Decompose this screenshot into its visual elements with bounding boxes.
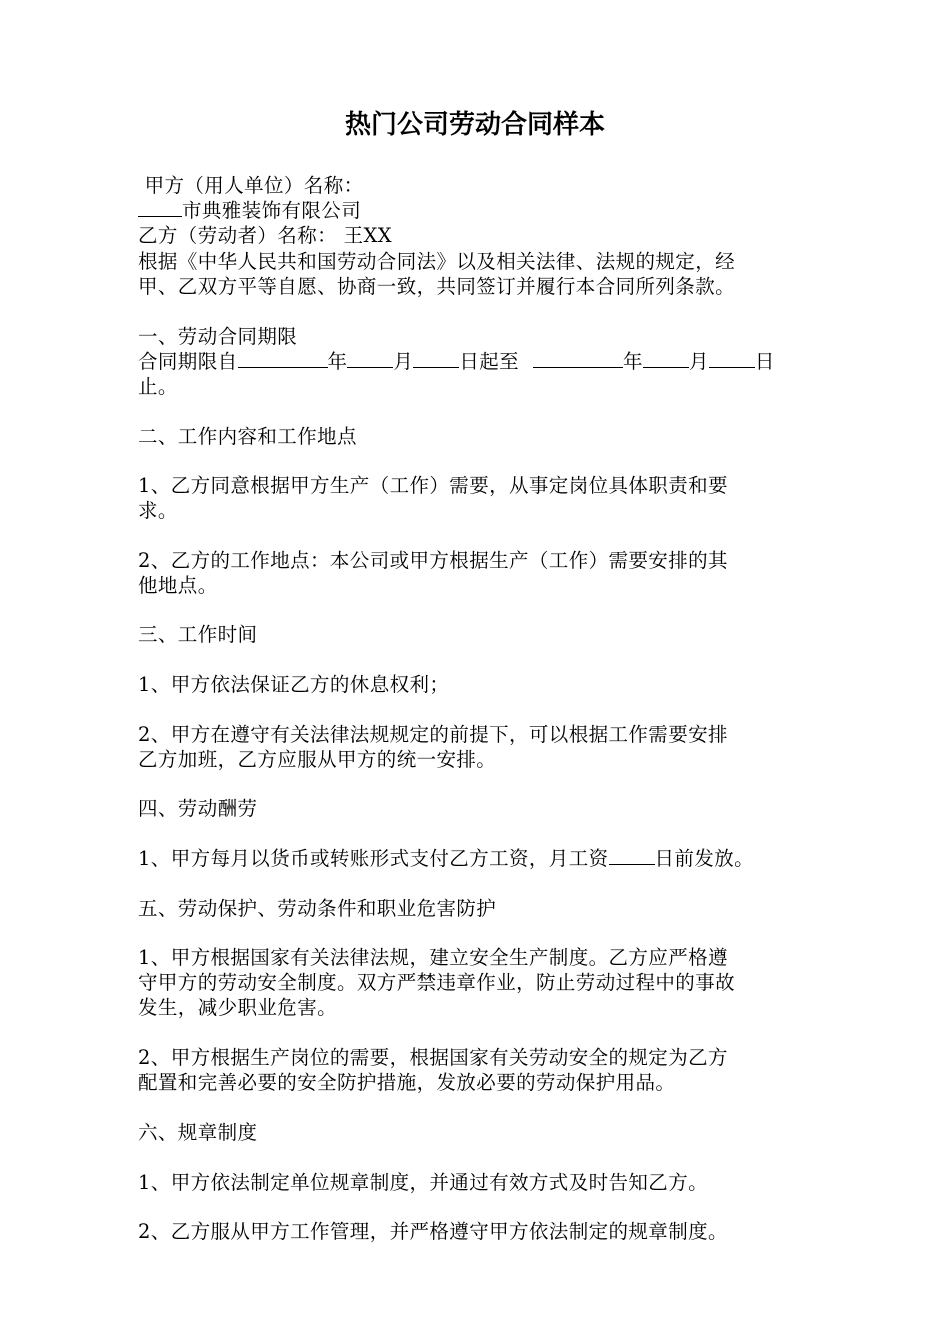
s5-p2-line-2: 配置和完善必要的安全防护措施，发放必要的劳动保护用品。 [138,1071,676,1094]
document-title: 热门公司劳动合同样本 [344,110,605,140]
blank-underline [413,350,459,368]
s2-p2-line-1: 2、乙方的工作地点：本公司或甲方根据生产（工作）需要安排的其 [138,549,728,572]
s6-p1: 1、甲方依法制定单位规章制度，并通过有效方式及时告知乙方。 [138,1171,709,1194]
party-a-name-line [138,198,818,223]
blank-underline [709,350,755,368]
intro-line-1: 根据《中华人民共和国劳动合同法》以及相关法律、法规的规定，经 [138,250,736,273]
section-4-heading: 四、劳动酬劳 [138,797,258,820]
month-label: 月 [688,350,709,373]
party-a-label: 甲方（用人单位）名称： [138,174,364,197]
term-prefix: 合同期限自 [138,350,238,373]
s4-p1-text-end: 日前发放。 [654,847,755,870]
s5-p1-line-2: 守甲方的劳动安全制度。双方严禁违章作业，防止劳动过程中的事故 [138,971,736,994]
section-3-heading: 三、工作时间 [138,623,258,646]
party-b-line: 乙方（劳动者）名称： 王XX [138,224,393,247]
year-label: 年 [623,350,643,373]
blank-underline [609,847,655,865]
s3-p2-line-2: 乙方加班，乙方应服从甲方的统一安排。 [138,748,497,771]
day-from-label: 日起至 [459,350,520,373]
intro-line-2: 甲、乙双方平等自愿、协商一致，共同签订并履行本合同所列条款。 [138,275,736,298]
s5-p2-line-1: 2、甲方根据生产岗位的需要，根据国家有关劳动安全的规定为乙方 [138,1046,728,1069]
blank-underline [138,199,182,217]
section-6-heading: 六、规章制度 [138,1121,258,1144]
blank-underline [347,350,393,368]
section-5-heading: 五、劳动保护、劳动条件和职业危害防护 [138,897,497,920]
section-1-heading: 一、劳动合同期限 [138,325,298,348]
s2-p1-line-1: 1、乙方同意根据甲方生产（工作）需要，从事定岗位具体职责和要 [138,474,728,497]
blank-underline [643,350,689,368]
blank-underline [238,350,328,368]
s3-p1: 1、甲方依法保证乙方的休息权利； [138,673,450,696]
contract-term-end: 止。 [138,375,178,398]
day-label: 日 [754,350,775,373]
contract-term-line [138,349,818,374]
month-label: 月 [393,350,414,373]
s4-p1 [138,846,818,871]
year-label: 年 [327,350,348,373]
s2-p2-line-2: 他地点。 [138,574,218,597]
party-a-name: 市典雅装饰有限公司 [182,199,362,222]
s5-p1-line-3: 发生，减少职业危害。 [138,996,338,1019]
section-2-heading: 二、工作内容和工作地点 [138,425,357,448]
s2-p1-line-2: 求。 [138,499,178,522]
s4-p1-text: 1、甲方每月以货币或转账形式支付乙方工资，月工资 [138,847,609,870]
s3-p2-line-1: 2、甲方在遵守有关法律法规规定的前提下，可以根据工作需要安排 [138,723,728,746]
s6-p2: 2、乙方服从甲方工作管理，并严格遵守甲方依法制定的规章制度。 [138,1220,728,1243]
blank-underline [533,350,623,368]
s5-p1-line-1: 1、甲方根据国家有关法律法规，建立安全生产制度。乙方应严格遵 [138,946,728,969]
